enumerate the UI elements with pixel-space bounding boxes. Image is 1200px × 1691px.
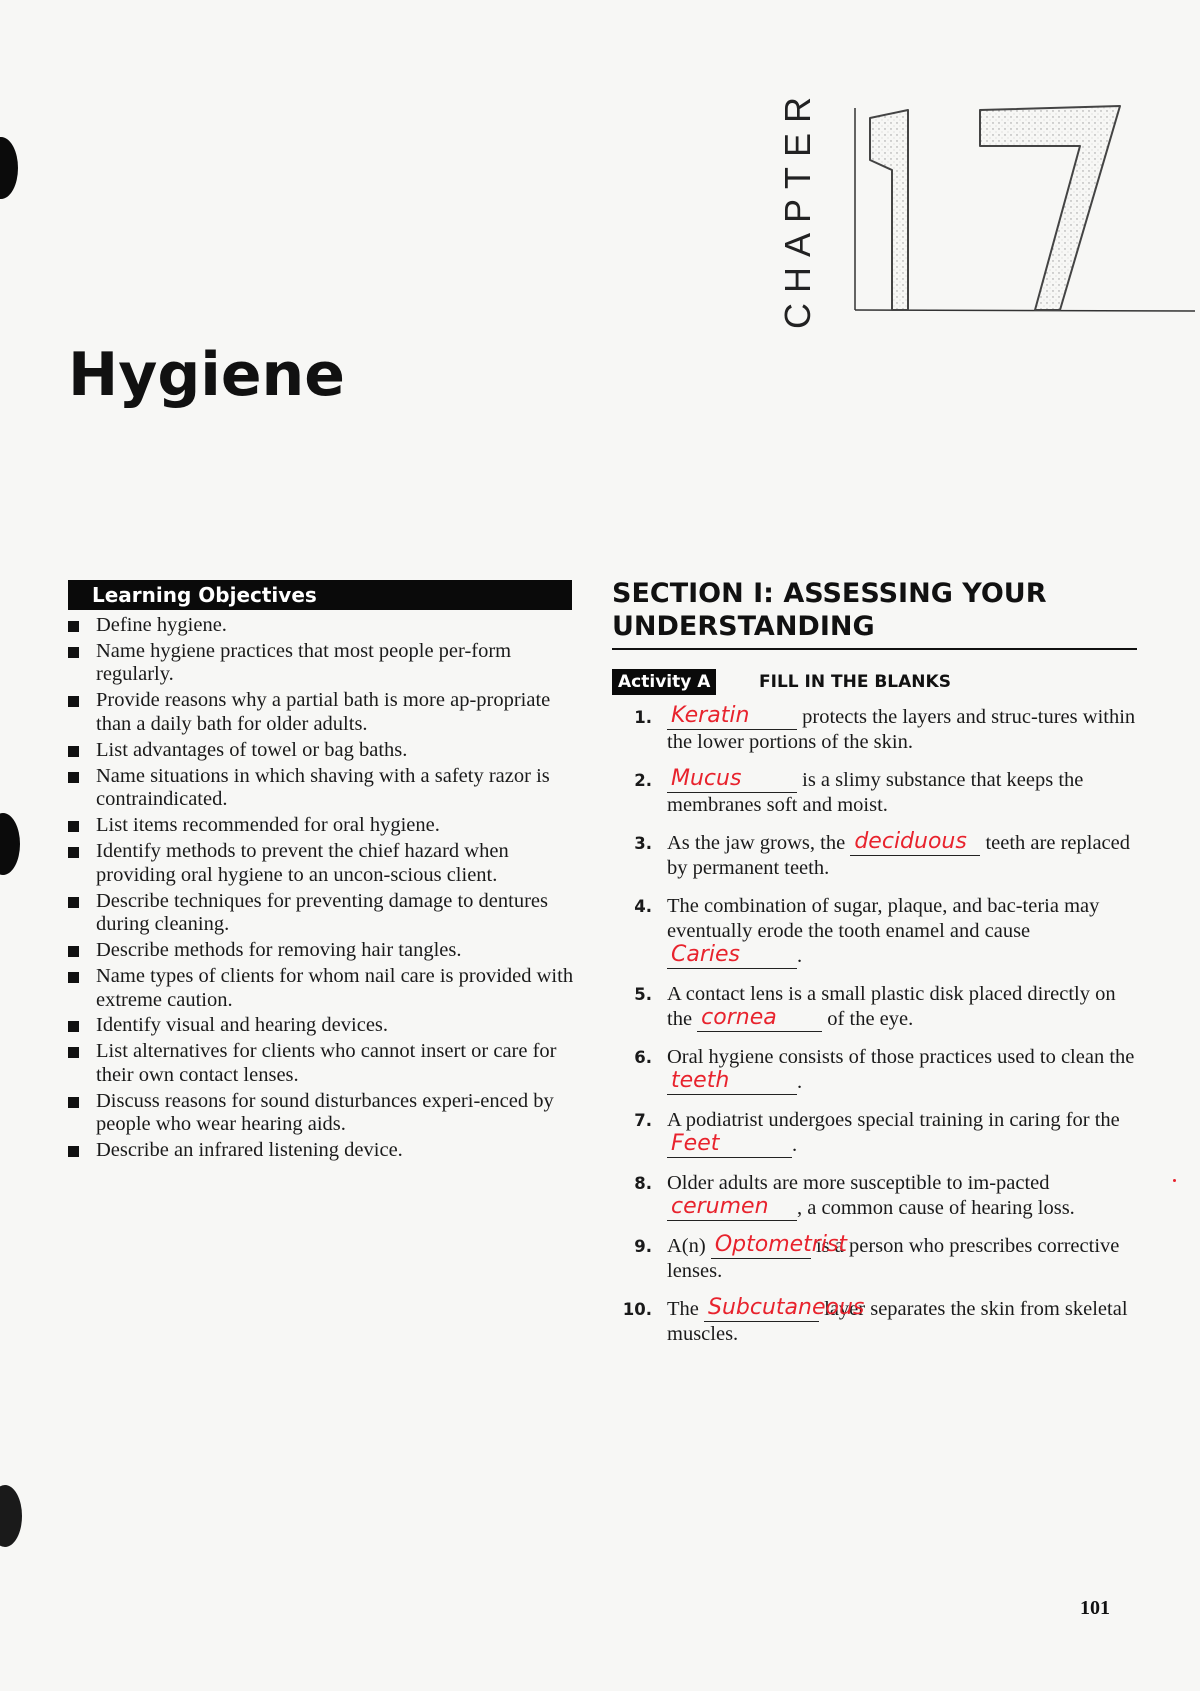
chapter-title: Hygiene — [68, 340, 345, 410]
learning-objectives-header: Learning Objectives — [68, 580, 572, 610]
objective-item: List items recommended for oral hygiene. — [66, 814, 576, 838]
question-item — [612, 982, 1142, 1032]
question-number: 7. — [634, 1111, 652, 1130]
question-text-after: , a common cause of hearing loss. — [797, 1197, 1075, 1219]
question-number: 4. — [634, 897, 652, 916]
objective-item: List alternatives for clients who cannot insert or care for their own contact lenses. — [66, 1040, 576, 1087]
activity-heading: FILL IN THE BLANKS — [759, 672, 951, 692]
question-text-before: Oral hygiene consists of those practices used to clean the — [667, 1046, 1135, 1068]
question-text-after: . — [797, 1071, 803, 1093]
objective-item: Describe techniques for preventing damage to dentures during cleaning. — [66, 890, 576, 937]
question-text-after: . — [792, 1134, 798, 1156]
question-number: 6. — [634, 1048, 652, 1067]
question-text-before: Older adults are more susceptible to im-pacted — [667, 1172, 1050, 1194]
objective-item: Name types of clients for whom nail care is provided with extreme caution. — [66, 965, 576, 1012]
question-number: 9. — [634, 1237, 652, 1256]
fill-in-the-blanks-list — [612, 705, 1142, 1360]
objective-item: Name situations in which shaving with a safety razor is contraindicated. — [66, 765, 576, 812]
answer-blank[interactable] — [667, 766, 797, 793]
question-number: 3. — [634, 834, 652, 853]
question-text-before: The combination of sugar, plaque, and bac-teria may eventually erode the tooth enamel and cause — [667, 895, 1100, 942]
question-text-after: is a slimy substance that keeps the membranes soft and moist. — [667, 769, 1084, 816]
question-text-before: As the jaw grows, the — [667, 832, 851, 854]
question-text-before: A contact lens is a small plastic disk placed directly on the — [667, 983, 1116, 1030]
handwritten-answer: Keratin — [671, 703, 750, 728]
handwritten-answer: Optometrist — [714, 1232, 848, 1257]
question-item — [612, 831, 1142, 881]
objective-item: Define hygiene. — [66, 614, 576, 638]
question-item — [612, 1297, 1142, 1347]
answer-blank[interactable] — [667, 703, 797, 730]
question-text-before: A(n) — [667, 1235, 711, 1257]
question-number: 1. — [634, 708, 652, 727]
objective-item: Discuss reasons for sound disturbances experi-enced by people who wear hearing aids. — [66, 1090, 576, 1137]
learning-objectives-list — [66, 614, 576, 1165]
question-text-before: The — [667, 1298, 704, 1320]
section-title: SECTION I: ASSESSING YOUR UNDERSTANDING — [612, 578, 1047, 642]
objective-item: Provide reasons why a partial bath is more ap-propriate than a daily bath for older adults. — [66, 689, 576, 736]
question-item — [612, 1045, 1142, 1095]
handwritten-answer: cerumen — [671, 1194, 769, 1219]
handwritten-answer: Feet — [671, 1131, 720, 1156]
question-item — [612, 1171, 1142, 1221]
objective-item: Identify methods to prevent the chief hazard when providing oral hygiene to an uncon-scious client. — [66, 840, 576, 887]
handwritten-answer: teeth — [671, 1068, 730, 1093]
handwritten-answer: Mucus — [671, 766, 742, 791]
answer-blank[interactable] — [850, 829, 980, 856]
question-item — [612, 1108, 1142, 1158]
answer-blank[interactable] — [704, 1295, 865, 1322]
chapter-number-text: 17 — [1030, 247, 1033, 249]
answer-blank[interactable] — [667, 1068, 797, 1095]
chapter-label: CHAPTER — [777, 86, 818, 329]
question-text-after: protects the layers and struc-tures within the lower portions of the skin. — [667, 706, 1136, 753]
answer-blank[interactable] — [697, 1005, 822, 1032]
question-number: 8. — [634, 1174, 652, 1193]
chapter-number-graphic — [830, 98, 1200, 323]
handwritten-answer: cornea — [701, 1005, 777, 1030]
question-number: 10. — [622, 1300, 652, 1319]
question-text-before: A podiatrist undergoes special training in caring for the — [667, 1109, 1120, 1131]
question-item — [612, 894, 1142, 969]
page-number: 101 — [1080, 1597, 1110, 1619]
question-item — [612, 768, 1142, 818]
punch-hole — [0, 137, 18, 199]
handwritten-answer: deciduous — [854, 829, 967, 854]
handwritten-answer: Subcutaneous — [708, 1295, 865, 1320]
question-item — [612, 1234, 1142, 1284]
answer-blank[interactable] — [667, 1194, 797, 1221]
punch-hole — [0, 1485, 22, 1547]
question-text-after: of the eye. — [822, 1008, 914, 1030]
red-ink-mark — [1173, 1179, 1176, 1182]
objective-item: Name hygiene practices that most people per-form regularly. — [66, 640, 576, 687]
question-number: 2. — [634, 771, 652, 790]
objective-item: Describe an infrared listening device. — [66, 1139, 576, 1163]
question-text-after: layer separates the skin from skeletal muscles. — [667, 1298, 1128, 1345]
objective-item: Identify visual and hearing devices. — [66, 1014, 576, 1038]
activity-badge: Activity A — [612, 669, 716, 695]
handwritten-answer: Caries — [671, 942, 740, 967]
question-text-after: teeth are replaced by permanent teeth. — [667, 832, 1130, 879]
punch-hole — [0, 813, 20, 875]
question-text-after: . — [797, 945, 803, 967]
question-number: 5. — [634, 985, 652, 1004]
section-divider — [612, 648, 1137, 650]
objective-item: Describe methods for removing hair tangles. — [66, 939, 576, 963]
question-item — [612, 705, 1142, 755]
question-text-after: is a person who prescribes corrective lenses. — [667, 1235, 1120, 1282]
answer-blank[interactable] — [711, 1232, 848, 1259]
objective-item: List advantages of towel or bag baths. — [66, 739, 576, 763]
answer-blank[interactable] — [667, 1131, 792, 1158]
answer-blank[interactable] — [667, 942, 797, 969]
